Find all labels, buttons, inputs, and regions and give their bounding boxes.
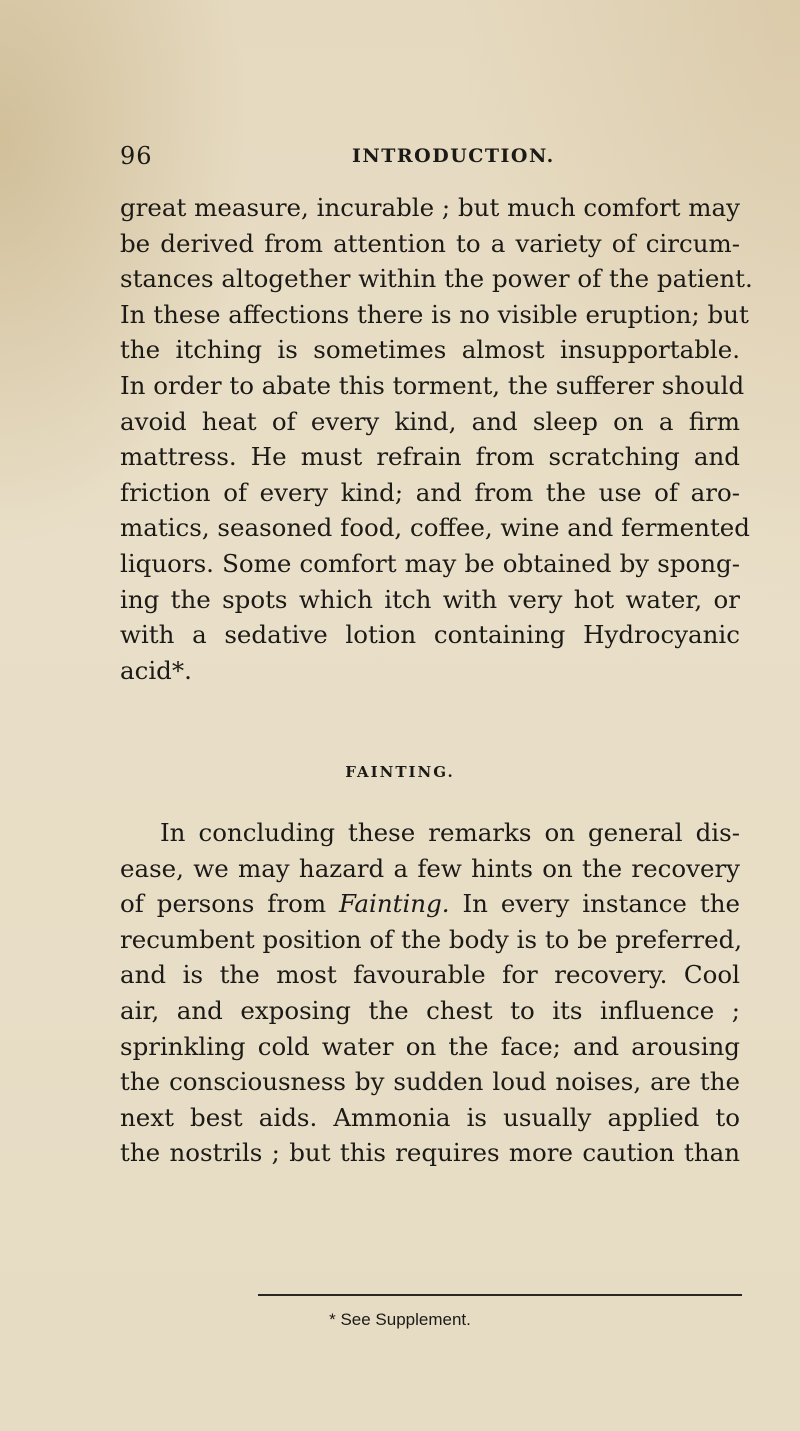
text-line: sprinkling cold water on the face; and arousing <box>120 1031 740 1061</box>
text-line: be derived from attention to a variety of circum- <box>120 228 740 258</box>
text-span: of persons from <box>120 889 340 919</box>
running-title: INTRODUCTION. <box>352 145 555 167</box>
running-head <box>120 142 740 170</box>
text-line: next best aids. Ammonia is usually applied to <box>120 1102 740 1132</box>
text-line: acid*. <box>120 655 192 685</box>
text-line: In these affections there is no visible eruption; but <box>120 299 749 329</box>
text-line: In concluding these remarks on general dis- <box>160 818 740 847</box>
text-line: In order to abate this torment, the sufferer should <box>120 370 745 400</box>
text-line: recumbent position of the body is to be preferred, <box>120 924 743 954</box>
text-line: avoid heat of every kind, and sleep on a firm <box>120 406 740 436</box>
text-line: the consciousness by sudden loud noises, are the <box>120 1067 740 1097</box>
page-number: 96 <box>120 142 153 170</box>
paragraph-fainting <box>120 815 743 1171</box>
text-line: liquors. Some comfort may be obtained by spong- <box>120 548 740 578</box>
text-line: the nostrils ; but this requires more caution than <box>120 1138 740 1168</box>
text-line: friction of every kind; and from the use of aro- <box>120 477 740 507</box>
footnote: * See Supplement. <box>329 1310 471 1329</box>
footnote-rule <box>258 1294 742 1296</box>
paragraph-itching <box>120 190 753 688</box>
text-line: ing the spots which itch with very hot water, or <box>120 584 740 614</box>
text-span: In every instance the <box>449 889 741 919</box>
text-line: matics, seasoned food, coffee, wine and fermented <box>120 513 750 543</box>
text-line: great measure, incurable ; but much comfort may <box>120 193 740 222</box>
section-heading: FAINTING. <box>345 763 455 781</box>
text-line: mattress. He must refrain from scratching and <box>120 442 740 472</box>
text-line: ease, we may hazard a few hints on the recovery <box>120 853 740 883</box>
text-line: stances altogether within the power of the patient. <box>120 264 753 294</box>
text-line: with a sedative lotion containing Hydrocyanic <box>120 620 740 650</box>
text-line: the itching is sometimes almost insupportable. <box>120 335 740 365</box>
text-line <box>120 886 740 922</box>
text-line: air, and exposing the chest to its influence ; <box>120 995 740 1025</box>
text-line: and is the most favourable for recovery. Cool <box>120 960 740 990</box>
italic-term: Fainting. <box>339 889 450 919</box>
